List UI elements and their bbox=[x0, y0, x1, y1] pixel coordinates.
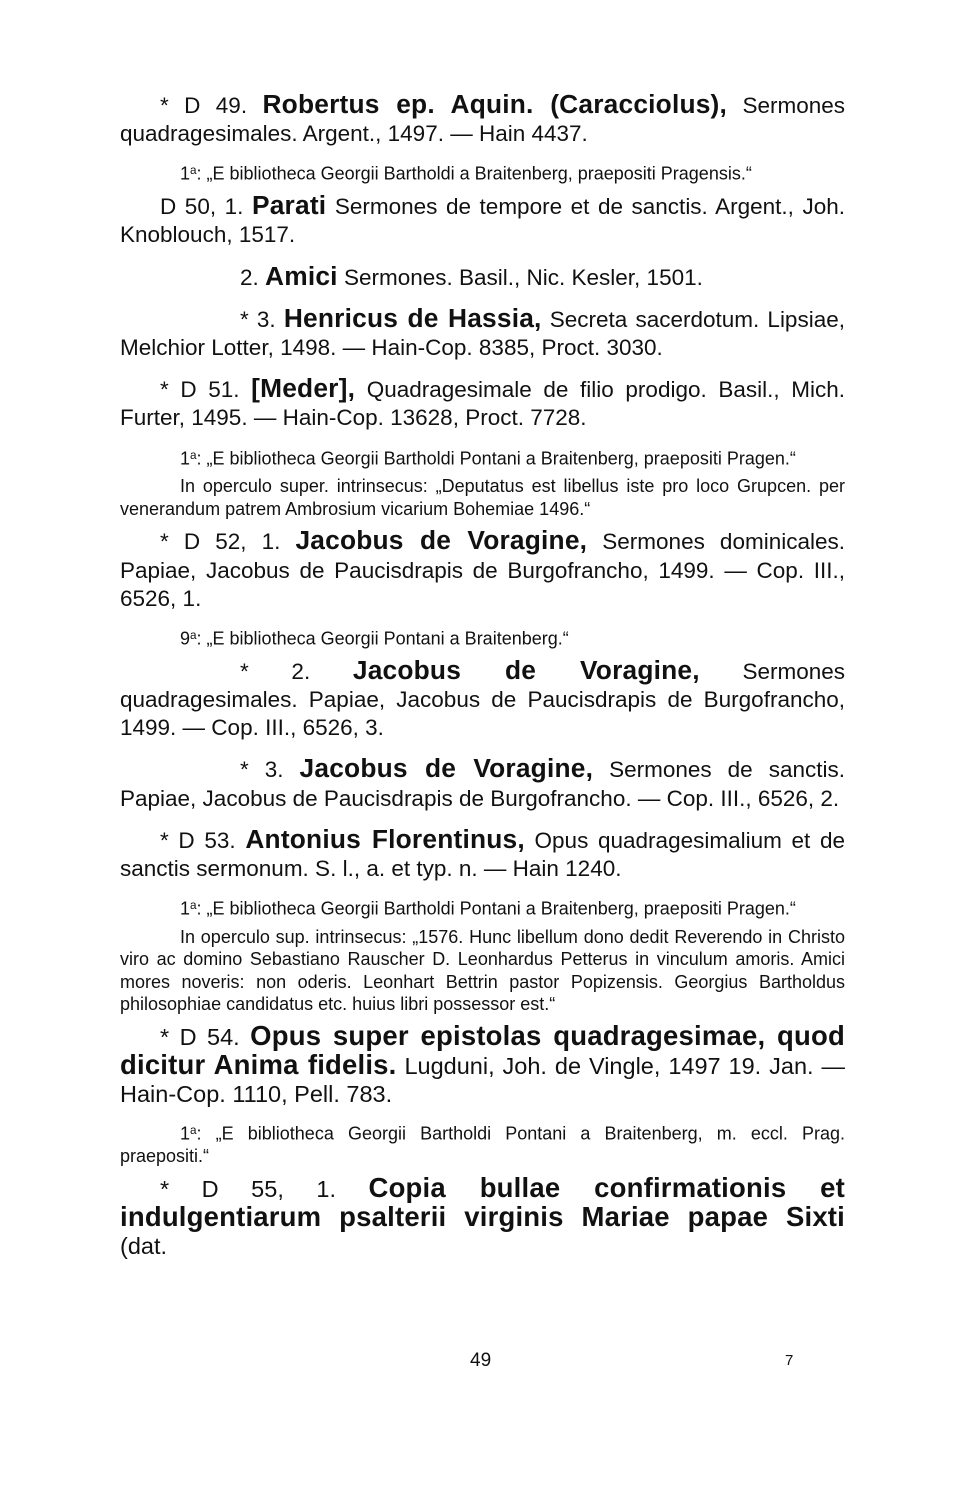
entry-text: Quadragesimale de filio prodigo. Basil., Mich. Furter, 1495. — Hain-Cop. 13628, Proct. 7728. bbox=[120, 377, 845, 431]
page-footer bbox=[0, 1350, 960, 1380]
note-signature: 1 bbox=[180, 898, 191, 919]
entry-heading: Antonius Florentinus, bbox=[245, 823, 525, 854]
entry-heading: Opus super epistolas quadragesimae, quod dicitur Anima fidelis. bbox=[120, 1019, 846, 1081]
entry-d50-3 bbox=[120, 304, 845, 362]
entry-mark: * 3. bbox=[240, 757, 284, 783]
entry-text: Secreta sacerdotum. Lipsiae, Melchior Lotter, 1498. — Hain-Cop. 8385, Proct. 3030. bbox=[120, 306, 845, 360]
entry-d52-3 bbox=[120, 754, 845, 812]
entry-heading: Robertus ep. Aquin. (Caracciolus), bbox=[262, 89, 728, 119]
entry-d50-2 bbox=[120, 262, 845, 292]
entry-heading: [Meder], bbox=[251, 373, 356, 404]
note-signature-sup: a bbox=[190, 448, 197, 462]
note-signature: 1 bbox=[180, 1123, 191, 1144]
signature-mark: 7 bbox=[785, 1352, 794, 1369]
entry-heading: Parati bbox=[251, 190, 327, 221]
entry-heading: Amici bbox=[265, 260, 338, 291]
entry-d51-note bbox=[120, 445, 845, 470]
entry-d52-1-note bbox=[120, 625, 845, 650]
text-block bbox=[120, 90, 845, 1272]
entry-text: Sermones quadragesimales. Argent., 1497. — Hain 4437. bbox=[120, 93, 845, 147]
entry-text: Sermones de sanctis. Papiae, Jacobus de Paucisdrapis de Burgofrancho. — Cop. III., 6526, 2. bbox=[120, 757, 845, 811]
entry-d51-note-2 bbox=[120, 475, 845, 520]
note-text: In operculo super. intrinsecus: „Deputatus est libellus iste pro loco Grupcen. per venerandum patrem Ambrosium vicarium Bohemiae 1496.“ bbox=[120, 476, 845, 519]
entry-heading: Jacobus de Voragine, bbox=[295, 525, 588, 556]
entry-text: Opus quadragesimalium et de sanctis sermonum. S. l., a. et typ. n. — Hain 1240. bbox=[120, 827, 845, 881]
entry-mark: * D 52, 1. bbox=[160, 529, 281, 555]
note-text: : „E bibliotheca Georgii Bartholdi Pontani a Braitenberg, praepositi Pragen.“ bbox=[196, 898, 796, 919]
entry-d52-1 bbox=[120, 526, 845, 613]
entry-mark: * D 49. bbox=[160, 93, 248, 118]
entry-heading: Henricus de Hassia, bbox=[283, 302, 542, 333]
entry-d50-1 bbox=[120, 191, 845, 249]
entry-d54-note bbox=[120, 1120, 845, 1167]
entry-mark: * D 53. bbox=[160, 827, 236, 853]
entry-mark: * D 55, 1. bbox=[160, 1175, 336, 1202]
entry-d54 bbox=[120, 1019, 846, 1109]
entry-d49 bbox=[120, 90, 845, 148]
entry-d53-note-2 bbox=[120, 926, 845, 1016]
note-text: : „E bibliotheca Georgii Bartholdi a Braitenberg, praepositi Pragensis.“ bbox=[196, 163, 752, 184]
note-text: : „E bibliotheca Georgii Bartholdi Pontani a Braitenberg, m. eccl. Prag. praepositi.“ bbox=[120, 1123, 845, 1167]
entry-heading: Jacobus de Voragine, bbox=[352, 654, 700, 685]
entry-text: Lugduni, Joh. de Vingle, 1497 19. Jan. — Hain-Cop. 1110, Pell. 783. bbox=[120, 1053, 845, 1108]
entry-heading: Jacobus de Voragine, bbox=[299, 753, 594, 784]
note-signature-sup: a bbox=[190, 899, 197, 913]
entry-d53-note bbox=[120, 895, 845, 920]
entry-text: (dat. bbox=[120, 1233, 168, 1260]
entry-mark: D 50, 1. bbox=[160, 194, 244, 220]
page-number: 49 bbox=[470, 1350, 492, 1371]
note-text: In operculo sup. intrinsecus: „1576. Hunc libellum dono dedit Reverendo in Christo viro ac domino Sebastiano Rauscher D. Leonhardus Petterus in vinculum amoris. Amici mores noveris: non oderis. Leonhart Bettrin pastor Popizensis. Georgius Bartholdus philosophiae candidatus etc. huius libri possessor est.“ bbox=[120, 926, 845, 1015]
entry-heading: Copia bullae confirmationis et indulgentiarum psalterii virginis Mariae papae Sixti bbox=[120, 1171, 845, 1232]
note-signature-sup: a bbox=[190, 1124, 197, 1138]
entry-text: Sermones. Basil., Nic. Kesler, 1501. bbox=[343, 264, 703, 290]
entry-d49-note bbox=[120, 160, 845, 185]
entry-mark: * 3. bbox=[240, 306, 276, 332]
entry-mark: * D 51. bbox=[160, 377, 240, 403]
note-signature-sup: a bbox=[190, 164, 197, 178]
entry-mark: 2. bbox=[240, 264, 259, 290]
entry-d55-1 bbox=[120, 1171, 845, 1261]
entry-d53 bbox=[120, 825, 845, 883]
entry-mark: * 2. bbox=[240, 658, 311, 684]
entry-d51 bbox=[120, 374, 845, 432]
entry-text: Sermones dominicales. Papiae, Jacobus de Paucisdrapis de Burgofrancho, 1499. — Cop. III., 6526, 1. bbox=[120, 529, 845, 611]
note-text: : „E bibliotheca Georgii Pontani a Braitenberg.“ bbox=[196, 628, 569, 649]
note-signature: 1 bbox=[180, 447, 191, 468]
note-signature-sup: a bbox=[190, 628, 197, 642]
entry-mark: * D 54. bbox=[160, 1023, 240, 1050]
entry-d52-2 bbox=[120, 656, 845, 743]
note-signature: 9 bbox=[180, 628, 191, 649]
entry-text: Sermones de tempore et de sanctis. Argent., Joh. Knoblouch, 1517. bbox=[120, 194, 845, 248]
note-text: : „E bibliotheca Georgii Bartholdi Pontani a Braitenberg, praepositi Pragen.“ bbox=[196, 447, 796, 468]
note-signature: 1 bbox=[180, 163, 191, 184]
entry-text: Sermones quadragesimales. Papiae, Jacobus de Paucisdrapis de Burgofrancho, 1499. — Cop. III., 6526, 3. bbox=[120, 658, 845, 741]
